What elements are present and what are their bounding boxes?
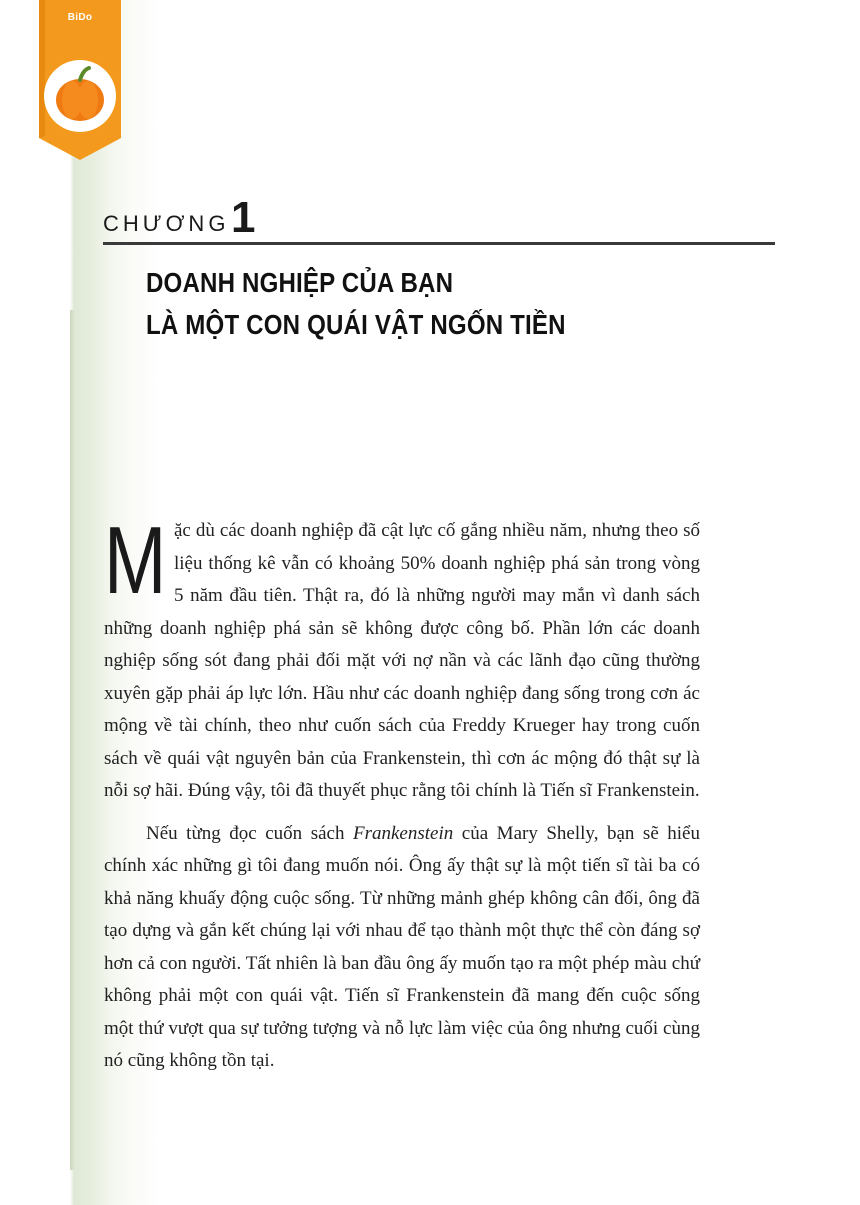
bido-logo-badge (39, 0, 121, 160)
chapter-number: 1 (231, 193, 256, 242)
page-gutter-shadow (70, 310, 76, 1170)
chapter-label: CHƯƠNG (103, 211, 230, 236)
chapter-heading (103, 193, 775, 245)
drop-cap: M (104, 507, 167, 614)
chapter-title (146, 262, 679, 346)
chapter-title-line-1: DOANH NGHIỆP CỦA BẠN (146, 267, 454, 298)
brand-name: BiDo (67, 12, 93, 23)
paragraph-1 (104, 507, 700, 808)
book-title-italic: Frankenstein (353, 822, 454, 844)
body-text (104, 507, 700, 1078)
paragraph-2-start: Nếu từng đọc cuốn sách (146, 822, 353, 844)
paragraph-1-text: ặc dù các doanh nghiệp đã cật lực cố gắng nhiều năm, nhưng theo số liệu thống kê vẫn có khoảng 50% doanh nghiệp phá sản trong vòng 5 năm đầu tiên. Thật ra, đó là những người may mắn vì danh sách những doanh nghiệp phá sản sẽ không được công bố. Phần lớn các doanh nghiệp sống sót đang phải đối mặt với nợ nần và các lãnh đạo cũng thường xuyên gặp phải áp lực lớn. Hầu như các doanh nghiệp đang sống trong cơn ác mộng về tài chính, theo như cuốn sách của Freddy Krueger hay trong cuốn sách về quái vật nguyên bản của Frankenstein, thì cơn ác mộng đó thật sự là nỗi sợ hãi. Đúng vậy, tôi đã thuyết phục rằng tôi chính là Tiến sĩ Frankenstein. (104, 520, 700, 801)
paragraph-2-rest: của Mary Shelly, bạn sẽ hiểu chính xác những gì tôi đang muốn nói. Ông ấy thật sự là một tiến sĩ tài ba có khả năng khuấy động cuộc sống. Từ những mảnh ghép không cân đối, ông đã tạo dựng và gắn kết chúng lại với nhau để tạo thành một thực thể còn đáng sợ hơn cả con người. Tất nhiên là ban đầu ông ấy muốn tạo ra một phép màu chứ không phải một con quái vật. Tiến sĩ Frankenstein đã mang đến cuộc sống một thứ vượt qua sự tưởng tượng và nỗ lực làm việc của ông nhưng cuối cùng nó cũng không tồn tại. (104, 822, 700, 1071)
chapter-title-line-2: LÀ MỘT CON QUÁI VẬT NGỐN TIỀN (146, 309, 566, 340)
paragraph-2 (104, 818, 700, 1078)
